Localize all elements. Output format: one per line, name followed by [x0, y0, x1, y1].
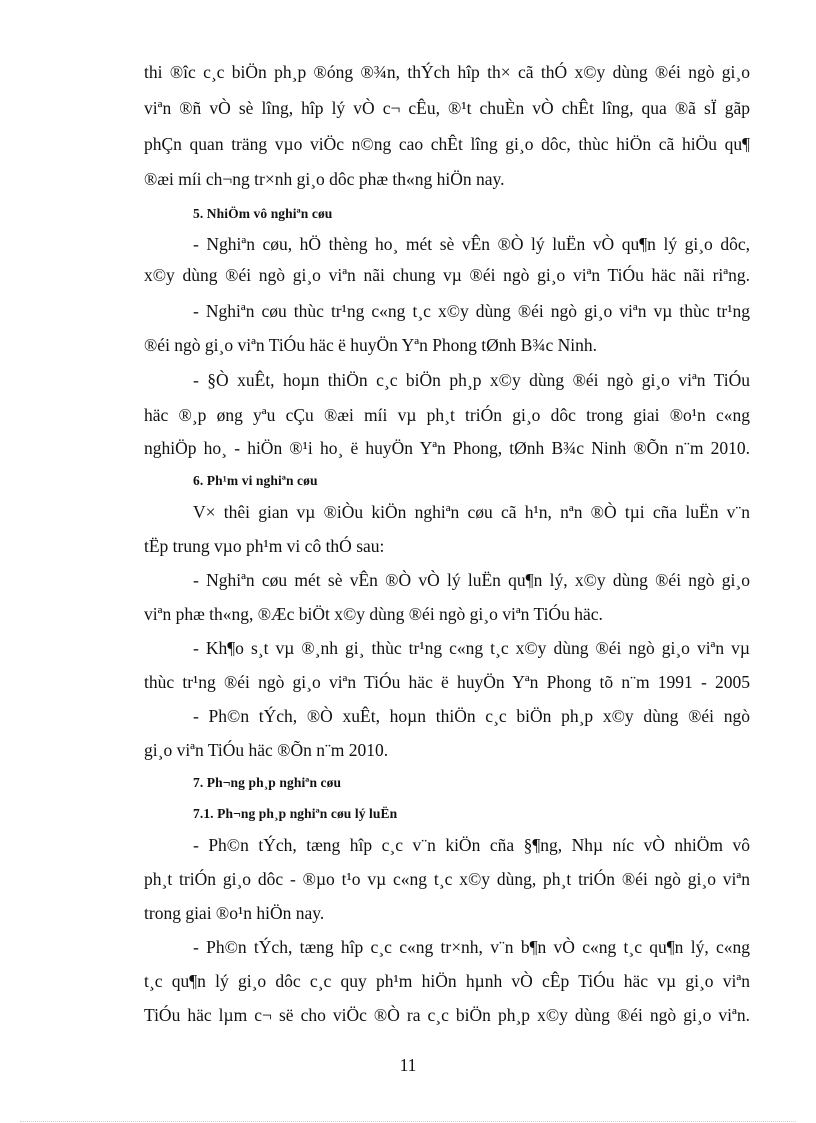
body-line: phÇn quan träng vµo viÖc n©ng cao chÊt lîng gi¸o dôc, thùc hiÖn cã hiÖu qu¶	[144, 134, 750, 154]
body-line: nghiÖp ho¸ - hiÖn ®¹i ho¸ ë huyÖn Yªn Phong, tØnh B¾c Ninh ®Õn n¨m 2010.	[144, 438, 750, 458]
body-line: - Nghiªn cøu mét sè vÊn ®Ò vÒ lý luËn qu¶n lý, x©y dùng ®éi ngò gi¸o	[193, 570, 750, 590]
section-heading-5: 5. NhiÖm vô nghiªn cøu	[193, 206, 333, 221]
body-line: t¸c qu¶n lý gi¸o dôc c¸c quy ph¹m hiÖn hµnh vÒ cÊp TiÓu häc vµ gi¸o viªn	[144, 971, 750, 991]
section-heading-6: 6. Ph¹m vi nghiªn cøu	[193, 473, 318, 488]
subsection-heading-7-1: 7.1. Ph¬ng ph¸p nghiªn cøu lý luËn	[193, 806, 398, 821]
body-line: - Ph©n tÝch, tæng hîp c¸c v¨n kiÖn cña §¶ng, Nhµ níc vÒ nhiÖm vô	[193, 835, 750, 855]
section-heading-7: 7. Ph¬ng ph¸p nghiªn cøu	[193, 775, 342, 790]
body-line: ph¸t triÓn gi¸o dôc - ®µo t¹o vµ c«ng t¸c x©y dùng, ph¸t triÓn ®éi ngò gi¸o viªn	[144, 869, 750, 889]
body-line: thi ®îc c¸c biÖn ph¸p ®óng ®¾n, thÝch hîp th× cã thÓ x©y dùng ®éi ngò gi¸o	[144, 62, 750, 82]
body-line: - Ph©n tÝch, tæng hîp c¸c c«ng tr×nh, v¨n b¶n vÒ c«ng t¸c qu¶n lý, c«ng	[193, 937, 750, 957]
body-line: ®æi míi ch¬ng tr×nh gi¸o dôc phæ th«ng hiÖn nay.	[144, 169, 505, 189]
body-line: ®éi ngò gi¸o viªn TiÓu häc ë huyÖn Yªn Phong tØnh B¾c Ninh.	[144, 335, 597, 355]
page-number: 11	[399, 1055, 417, 1075]
body-line: - Kh¶o s¸t vµ ®¸nh gi¸ thùc tr¹ng c«ng t¸c x©y dùng ®éi ngò gi¸o viªn vµ	[193, 638, 750, 658]
body-line: viªn ®ñ vÒ sè lîng, hîp lý vÒ c¬ cÊu, ®¹t chuÈn vÒ chÊt lîng, qua ®ã sÏ gãp	[144, 98, 750, 118]
body-line: - Ph©n tÝch, ®Ò xuÊt, hoµn thiÖn c¸c biÖn ph¸p x©y dùng ®éi ngò	[193, 706, 750, 726]
body-line: viªn phæ th«ng, ®Æc biÖt x©y dùng ®éi ngò gi¸o viªn TiÓu häc.	[144, 604, 603, 624]
body-line: trong giai ®o¹n hiÖn nay.	[144, 903, 325, 923]
body-line: häc ®¸p øng yªu cÇu ®æi míi vµ ph¸t triÓn gi¸o dôc trong giai ®o¹n c«ng	[144, 405, 750, 425]
body-line: - §Ò xuÊt, hoµn thiÖn c¸c biÖn ph¸p x©y dùng ®éi ngò gi¸o viªn TiÓu	[193, 370, 750, 390]
body-line: thùc tr¹ng ®éi ngò gi¸o viªn TiÓu häc ë huyÖn Yªn Phong tõ n¨m 1991 - 2005	[144, 672, 750, 692]
body-line: TiÓu häc lµm c¬ së cho viÖc ®Ò ra c¸c biÖn ph¸p x©y dùng ®éi ngò gi¸o viªn.	[144, 1005, 750, 1025]
body-line: V× thêi gian vµ ®iÒu kiÖn nghiªn cøu cã h¹n, nªn ®Ò tµi cña luËn v¨n	[193, 502, 750, 522]
page-bottom-divider	[20, 1121, 796, 1122]
body-line: gi¸o viªn TiÓu häc ®Õn n¨m 2010.	[144, 740, 389, 760]
body-line: x©y dùng ®éi ngò gi¸o viªn nãi chung vµ ®éi ngò gi¸o viªn TiÓu häc nãi riªng.	[144, 265, 750, 285]
body-line: tËp trung vµo ph¹m vi cô thÓ sau:	[144, 536, 385, 556]
body-line: - Nghiªn cøu thùc tr¹ng c«ng t¸c x©y dùng ®éi ngò gi¸o viªn vµ thùc tr¹ng	[193, 301, 750, 321]
body-line: - Nghiªn cøu, hÖ thèng ho¸ mét sè vÊn ®Ò lý luËn vÒ qu¶n lý gi¸o dôc,	[193, 234, 750, 254]
